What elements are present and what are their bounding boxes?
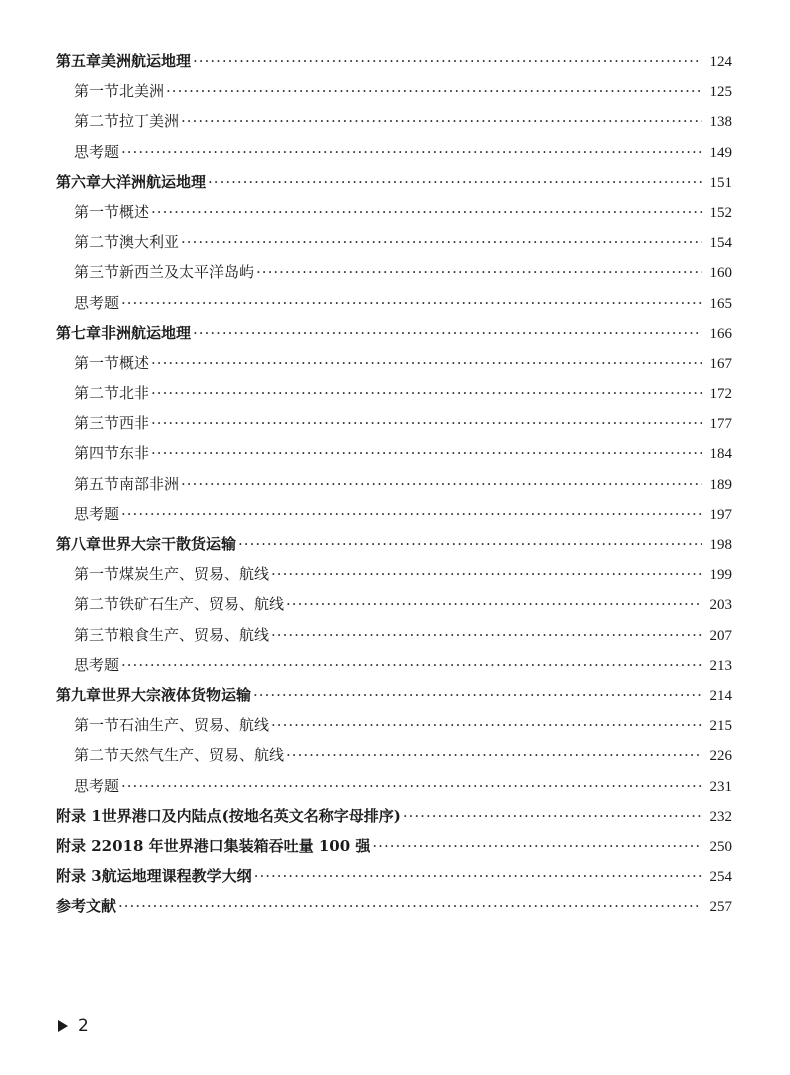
toc-entry-title: 天然气生产、贸易、航线 [119, 746, 285, 765]
toc-page-number: 231 [709, 778, 732, 795]
dot-leader [121, 137, 702, 167]
toc-entry-number: 第五章 [56, 52, 102, 70]
toc-page-number: 213 [709, 657, 732, 674]
toc-page-number: 154 [709, 235, 732, 252]
dot-leader [151, 408, 702, 438]
dot-leader [181, 106, 702, 136]
toc-entry-number: 第三节 [74, 414, 120, 433]
dot-leader [151, 378, 702, 408]
toc-section-row[interactable] [56, 710, 732, 740]
toc-section-row[interactable] [56, 76, 732, 106]
toc-entry-title: 思考题 [74, 142, 120, 161]
triangle-right-icon [58, 1020, 68, 1032]
toc-chapter-row[interactable] [56, 680, 732, 710]
dot-leader [286, 740, 702, 770]
toc-entry-number: 第一节 [74, 565, 120, 584]
toc-entry-title: 思考题 [74, 776, 120, 795]
toc-page-number: 214 [709, 687, 732, 704]
toc-section-row[interactable] [56, 620, 732, 650]
dot-leader [403, 801, 702, 831]
dot-leader [193, 46, 702, 76]
toc-section-row[interactable] [56, 106, 732, 136]
toc-entry-number: 附录 1 [56, 806, 102, 825]
toc-entry-title: 世界大宗液体货物运输 [101, 685, 252, 704]
toc-entry-number: 附录 3 [56, 867, 102, 886]
toc-entry-title: 思考题 [74, 293, 120, 312]
toc-entry-title: 参考文献 [56, 897, 117, 916]
toc-entry-title: 煤炭生产、贸易、航线 [119, 565, 270, 584]
dot-leader [121, 650, 702, 680]
toc-section-row[interactable] [56, 771, 732, 801]
toc-entry-title: 粮食生产、贸易、航线 [119, 625, 270, 644]
toc-section-row[interactable] [56, 438, 732, 468]
toc-chapter-row[interactable] [56, 529, 732, 559]
toc-page-number: 138 [709, 114, 732, 131]
toc-section-row[interactable] [56, 348, 732, 378]
toc-page-number: 184 [709, 446, 732, 463]
toc-section-row[interactable] [56, 378, 732, 408]
toc-page-number: 167 [709, 355, 732, 372]
toc-entry-title: 概述 [119, 202, 150, 221]
toc-page-number: 125 [709, 84, 732, 101]
toc-section-row[interactable] [56, 288, 732, 318]
toc-page-number: 165 [709, 295, 732, 312]
dot-leader [181, 227, 702, 257]
toc-entry-number: 第一节 [74, 353, 120, 372]
dot-leader [286, 589, 702, 619]
toc-entry-number: 第七章 [56, 323, 102, 342]
toc-section-row[interactable] [56, 740, 732, 770]
toc-entry-title: 南部非洲 [119, 474, 180, 493]
toc-entry-title: 非洲航运地理 [101, 323, 192, 342]
toc-page-number: 232 [709, 808, 732, 825]
dot-leader [121, 288, 702, 318]
toc-entry-title: 新西兰及太平洋岛屿 [119, 263, 255, 282]
toc-entry-number: 第四节 [74, 444, 120, 463]
toc-entry-title: 思考题 [74, 504, 120, 523]
toc-section-row[interactable] [56, 499, 732, 529]
dot-leader [166, 76, 702, 106]
toc-page-number: 124 [709, 54, 732, 70]
toc-page-number: 257 [709, 899, 732, 916]
toc-entry-title: 铁矿石生产、贸易、航线 [119, 595, 285, 614]
toc-section-row[interactable] [56, 197, 732, 227]
toc-page-number: 151 [709, 174, 732, 191]
dot-leader [193, 318, 702, 348]
dot-leader [181, 469, 702, 499]
page-number: 2 [78, 1016, 89, 1036]
toc-page-number: 226 [709, 748, 732, 765]
toc-entry-title: 思考题 [74, 655, 120, 674]
toc-entry-number: 第一节 [74, 82, 120, 101]
toc-appendix-row[interactable] [56, 861, 732, 891]
toc-page-number: 203 [709, 597, 732, 614]
toc-page-number: 160 [709, 265, 732, 282]
toc-entry-title: 航运地理课程教学大纲 [101, 867, 252, 886]
toc-entry-number: 附录 2 [56, 836, 102, 855]
toc-section-row[interactable] [56, 589, 732, 619]
toc-entry-title: 大洋洲航运地理 [101, 172, 207, 191]
toc-chapter-row[interactable] [56, 46, 732, 76]
dot-leader [254, 861, 702, 891]
toc-entry-number: 第八章 [56, 535, 102, 553]
dot-leader [271, 559, 702, 589]
toc-entry-title: 北非 [119, 384, 150, 403]
toc-entry-number: 第三节 [74, 263, 120, 282]
dot-leader [208, 167, 702, 197]
dot-leader [253, 680, 702, 710]
toc-entry-title: 北美洲 [119, 82, 165, 101]
toc-page-number: 149 [709, 144, 732, 161]
toc-section-row[interactable] [56, 559, 732, 589]
toc-section-row[interactable] [56, 650, 732, 680]
toc-page-number: 172 [709, 386, 732, 403]
toc-entry-number: 第二节 [74, 233, 120, 252]
toc-appendix-row[interactable] [56, 831, 732, 861]
toc-entry-title: 世界大宗干散货运输 [101, 535, 237, 553]
toc-section-row[interactable] [56, 137, 732, 167]
dot-leader [151, 348, 702, 378]
dot-leader [271, 620, 702, 650]
toc-entry-number: 第一节 [74, 202, 120, 221]
toc-page-number: 152 [709, 204, 732, 221]
toc-entry-number: 第二节 [74, 595, 120, 614]
toc-page-number: 199 [709, 567, 732, 584]
toc-appendix-row[interactable] [56, 801, 732, 831]
toc-section-row[interactable] [56, 257, 732, 287]
toc-page-number: 166 [709, 325, 732, 342]
toc-entry-number: 第二节 [74, 384, 120, 403]
toc-entry-title: 澳大利亚 [119, 233, 180, 252]
toc-entry-title: 概述 [119, 353, 150, 372]
dot-leader [151, 197, 702, 227]
dot-leader [256, 257, 702, 287]
toc-entry-number: 第三节 [74, 625, 120, 644]
toc-entry-number: 第九章 [56, 685, 102, 704]
dot-leader [121, 771, 702, 801]
toc-entry-title: 拉丁美洲 [119, 112, 180, 131]
toc-page-number: 250 [709, 838, 732, 855]
toc-entry-title: 世界港口及内陆点(按地名英文名称字母排序) [101, 806, 401, 825]
toc-entry-title: 石油生产、贸易、航线 [119, 716, 270, 735]
dot-leader [372, 831, 702, 861]
toc-entry-number: 第一节 [74, 716, 120, 735]
dot-leader [121, 499, 702, 529]
toc-entry-title: 2018 年世界港口集装箱吞吐量 100 强 [101, 836, 371, 855]
toc-page-number: 198 [709, 537, 732, 553]
dot-leader [271, 710, 702, 740]
toc-section-row[interactable] [56, 227, 732, 257]
toc-appendix-row[interactable] [56, 891, 732, 921]
toc-page-number: 189 [709, 476, 732, 493]
toc-section-row[interactable] [56, 408, 732, 438]
toc-entry-title: 美洲航运地理 [101, 52, 192, 70]
dot-leader [151, 438, 702, 468]
toc-entry-number: 第六章 [56, 172, 102, 191]
toc-chapter-row[interactable] [56, 167, 732, 197]
toc-entry-number: 第二节 [74, 746, 120, 765]
toc-chapter-row[interactable] [56, 318, 732, 348]
dot-leader [238, 529, 702, 559]
table-of-contents [56, 46, 732, 921]
toc-page-number: 197 [709, 506, 732, 523]
toc-entry-title: 东非 [119, 444, 150, 463]
page-footer [58, 1016, 89, 1036]
toc-page-number: 177 [709, 416, 732, 433]
toc-page-number: 207 [709, 627, 732, 644]
toc-entry-number: 第二节 [74, 112, 120, 131]
toc-entry-title: 西非 [119, 414, 150, 433]
toc-page-number: 254 [709, 869, 732, 886]
dot-leader [118, 891, 702, 921]
toc-entry-number: 第五节 [74, 474, 120, 493]
toc-section-row[interactable] [56, 469, 732, 499]
toc-page-number: 215 [709, 718, 732, 735]
